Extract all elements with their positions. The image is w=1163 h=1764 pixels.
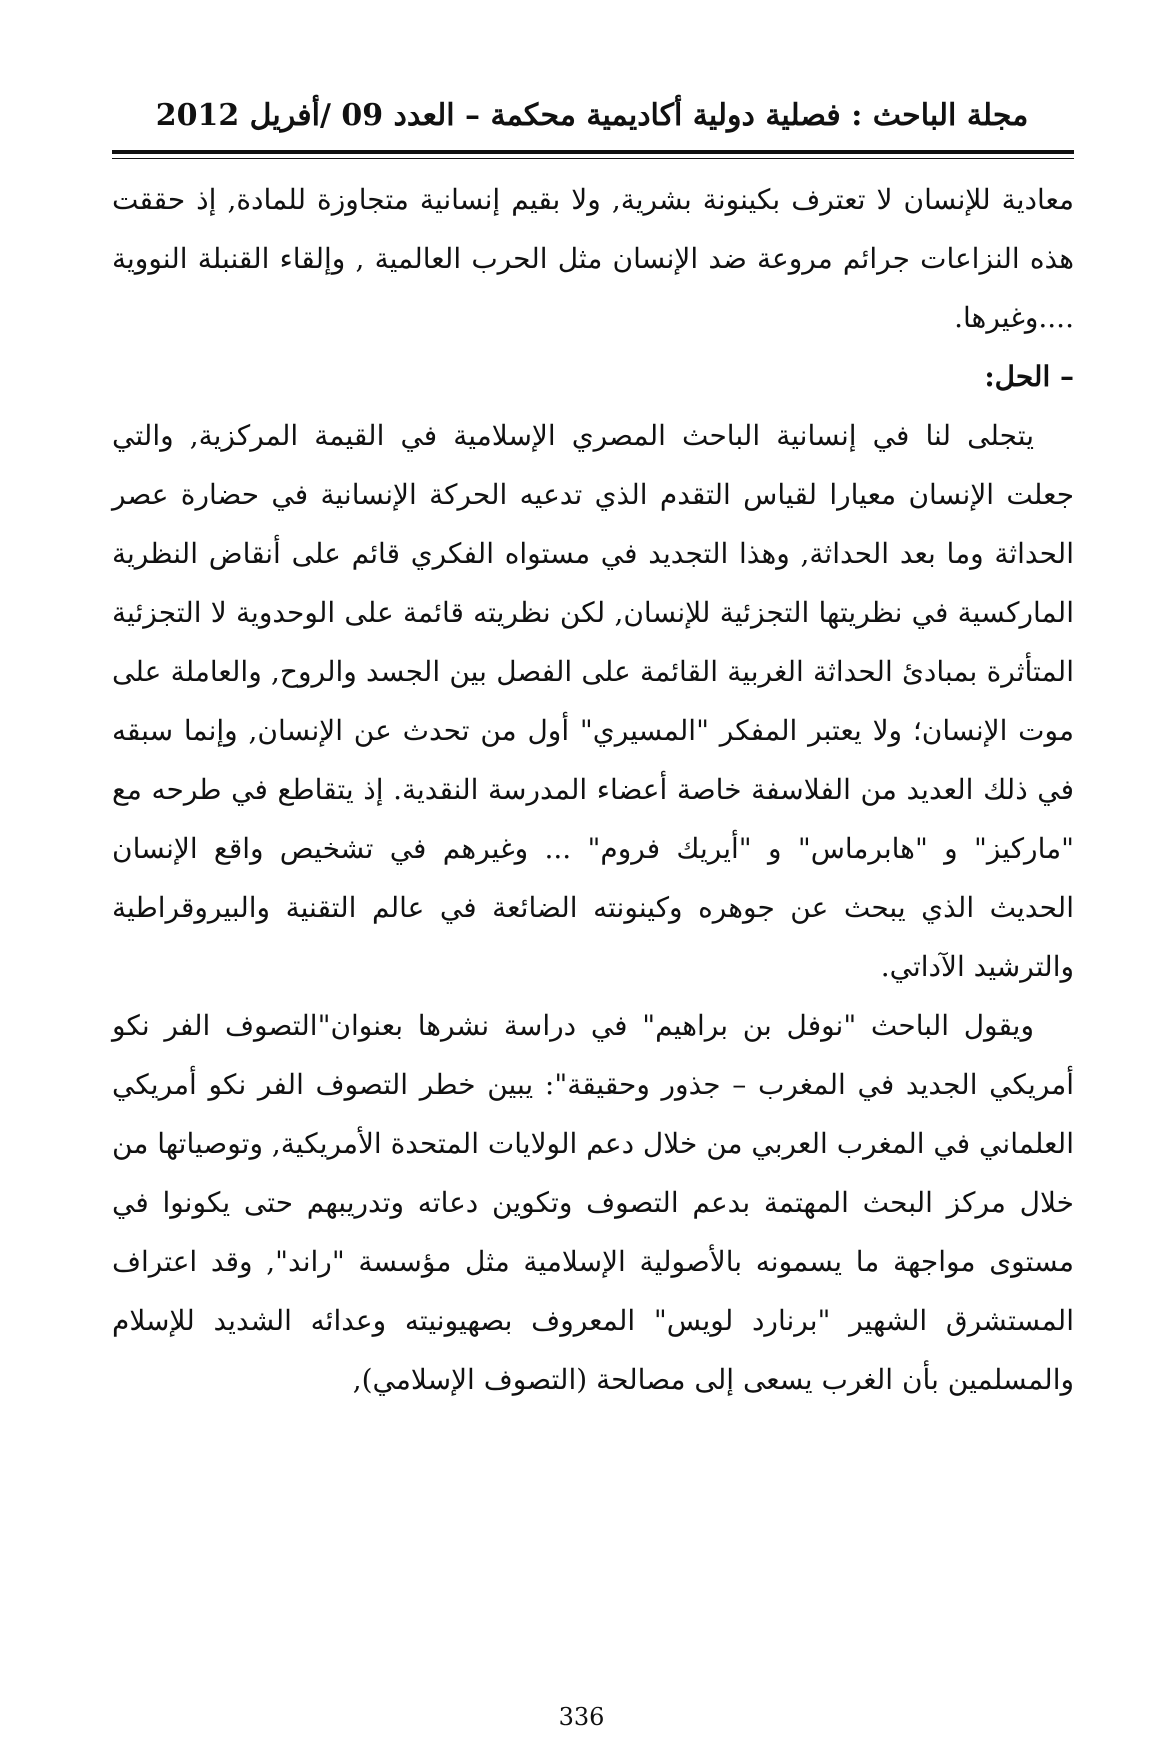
journal-header: مجلة الباحث : فصلية دولية أكاديمية محكمة – العدد 09 /أفريل 2012: [155, 98, 1029, 133]
paragraph-1: معادية للإنسان لا تعترف بكينونة بشرية, ولا بقيم إنسانية متجاوزة للمادة, إذ حققت هذه النزاعات جرائم مروعة ضد الإنسان مثل الحرب العالمية , وإلقاء القنبلة النووية ....وغيرها.: [112, 183, 1074, 334]
article-body: [112, 170, 1074, 1409]
paragraph-2: يتجلى لنا في إنسانية الباحث المصري الإسلامية في القيمة المركزية, والتي جعلت الإنسان معيارا لقياس التقدم الذي تدعيه الحركة الإنسانية في حضارة عصر الحداثة وما بعد الحداثة, وهذا التجديد في مستواه الفكري قائم على أنقاض النظرية الماركسية في نظريتها التجزئية للإنسان, لكن نظريته قائمة على الوحدوية لا التجزئية المتأثرة بمبادئ الحداثة الغربية القائمة على الفصل بين الجسد والروح, والعاملة على موت الإنسان؛ ولا يعتبر المفكر "المسيري" أول من تحدث عن الإنسان, وإنما سبقه في ذلك العديد من الفلاسفة خاصة أعضاء المدرسة النقدية. إذ يتقاطع في طرحه مع "ماركيز" و "هابرماس" و "أيريك فروم" ... وغيرهم في تشخيص واقع الإنسان الحديث الذي يبحث عن جوهره وكينونته الضائعة في عالم التقنية والبيروقراطية والترشيد الآداتي.: [112, 419, 1074, 983]
header-rule-thin: [112, 158, 1074, 159]
paragraph-3: ويقول الباحث "نوفل بن براهيم" في دراسة نشرها بعنوان"التصوف الفر نكو أمريكي الجديد في المغرب – جذور وحقيقة": يبين خطر التصوف الفر نكو أمريكي العلماني في المغرب العربي من خلال دعم الولايات المتحدة الأمريكية, وتوصياتها من خلال مركز البحث المهتمة بدعم التصوف وتكوين دعاته وتدريبهم حتى يكونوا في مستوى مواجهة ما يسمونه بالأصولية الإسلامية مثل مؤسسة "راند", وقد اعتراف المستشرق الشهير "برنارد لويس" المعروف بصهيونيته وعدائه الشديد للإسلام والمسلمين بأن الغرب يسعى إلى مصالحة (التصوف الإسلامي),: [112, 1009, 1074, 1396]
page-number: 336: [558, 1703, 605, 1731]
header-rule-thick: [112, 150, 1074, 154]
section-heading-solution: – الحل:: [984, 360, 1074, 393]
